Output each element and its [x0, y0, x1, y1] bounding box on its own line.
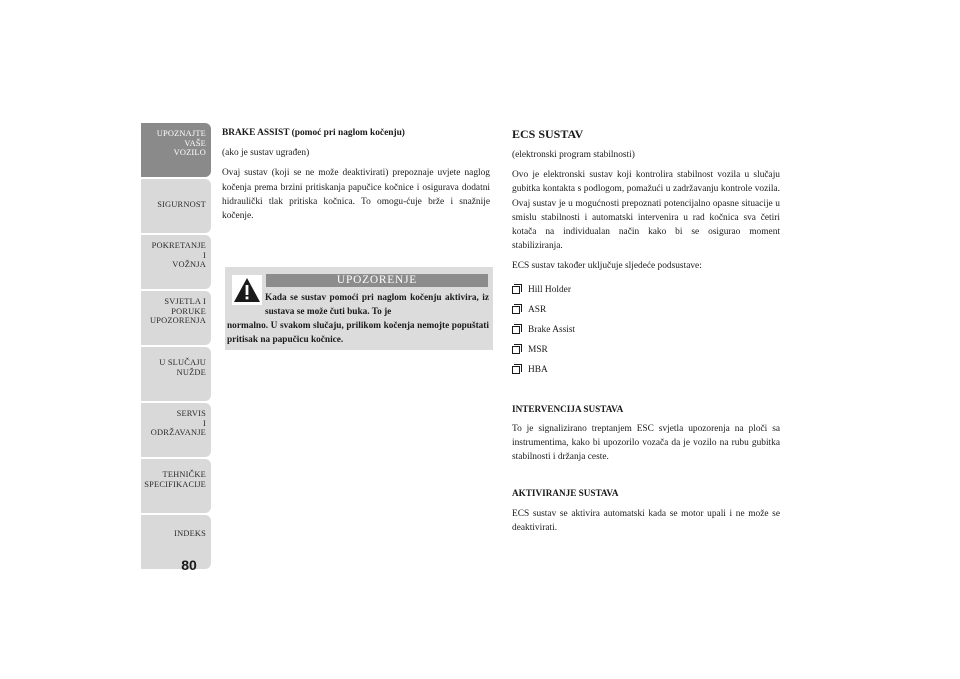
tab-u-slucaju-nuzde[interactable]: U SLUČAJU NUŽDE [141, 347, 211, 401]
list-item [512, 360, 780, 380]
warning-text [227, 291, 489, 347]
ecs-list-intro: ECS sustav također uključuje sljedeće podsustave: [512, 261, 702, 272]
list-item [512, 300, 780, 320]
warning-title: UPOZORENJE [266, 274, 488, 287]
list-item-label: MSR [528, 344, 548, 355]
subsystem-list [512, 280, 780, 380]
tab-indeks[interactable]: INDEKS [141, 515, 211, 569]
ecs-title: ECS SUSTAV [512, 127, 584, 141]
list-item [512, 280, 780, 300]
list-item [512, 320, 780, 340]
intervention-body: To je signalizirano treptanjem ESC svjetla upozorenja na ploči sa instrumentima, kako bi upozorilo vozača da je vozilo na rubu gubitka stabilnosti i držanja ceste. [512, 423, 780, 463]
ecs-subtitle: (elektronski program stabilnosti) [512, 150, 635, 160]
tab-sigurnost[interactable]: SIGURNOST [141, 179, 211, 233]
page-number: 80 [181, 557, 197, 573]
brake-assist-section [222, 126, 490, 229]
tab-svjetla-i-poruke-upozorenja[interactable]: SVJETLA I PORUKE UPOZORENJA [141, 291, 211, 345]
ecs-section [512, 126, 780, 541]
tab-tehnicke-specifikacije[interactable]: TEHNIČKE SPECIFIKACIJE [141, 459, 211, 513]
warning-box [225, 267, 493, 350]
activation-heading: AKTIVIRANJE SUSTAVA [512, 488, 619, 499]
tab-upoznajte-vase-vozilo[interactable]: UPOZNAJTE VAŠE VOZILO [141, 123, 211, 177]
list-item-label: Hill Holder [528, 284, 571, 295]
list-item [512, 340, 780, 360]
list-item-label: Brake Assist [528, 324, 576, 335]
intervention-heading: INTERVENCIJA SUSTAVA [512, 403, 624, 414]
brake-assist-heading: BRAKE ASSIST (pomoć pri naglom kočenju) [222, 128, 405, 138]
list-item-label: ASR [528, 304, 547, 315]
tab-pokretanje-i-voznja[interactable]: POKRETANJE I VOŽNJA [141, 235, 211, 289]
list-item-label: HBA [528, 364, 548, 375]
checkbox-bullet-icon [512, 286, 520, 294]
brake-assist-note: (ako je sustav ugrađen) [222, 148, 310, 159]
warning-text-line2: normalno. U svakom slučaju, prilikom kočenja nemojte popuštati pritisak na papučicu kočnice. [227, 321, 489, 345]
checkbox-bullet-icon [512, 366, 520, 374]
checkbox-bullet-icon [512, 306, 520, 314]
checkbox-bullet-icon [512, 346, 520, 354]
ecs-intro: Ovo je elektronski sustav koji kontrolira stabilnost vozila u slučaju gubitka kontakta s podlogom, pomažući u zadržavanju kontrole vozila. Ovaj sustav je u mogućnosti prepoznati potencijalno opasne situacije u smislu stabilnosti i automatski intervenira u rad kočnica sva četiri kotača na individualan način kako bi se osigurao moment stabiliziranja. [512, 170, 780, 252]
activation-body: ECS sustav se aktivira automatski kada se motor upali i ne može se deaktivirati. [512, 508, 780, 533]
tab-servis-i-odrzavanje[interactable]: SERVIS I ODRŽAVANJE [141, 403, 211, 457]
brake-assist-body: Ovaj sustav (koji se ne može deaktivirati) prepoznaje uvjete naglog kočenja prema brzini pritiskanja papučice kočnice i osigurava dodatni hidraulički tlak pritiska kočnica. To omogu-ćuje brže i snažnije kočenje. [222, 168, 490, 222]
checkbox-bullet-icon [512, 326, 520, 334]
warning-text-line1: Kada se sustav pomoći pri naglom kočenju aktivira, iz sustava se može čuti buka. To je [265, 293, 489, 317]
